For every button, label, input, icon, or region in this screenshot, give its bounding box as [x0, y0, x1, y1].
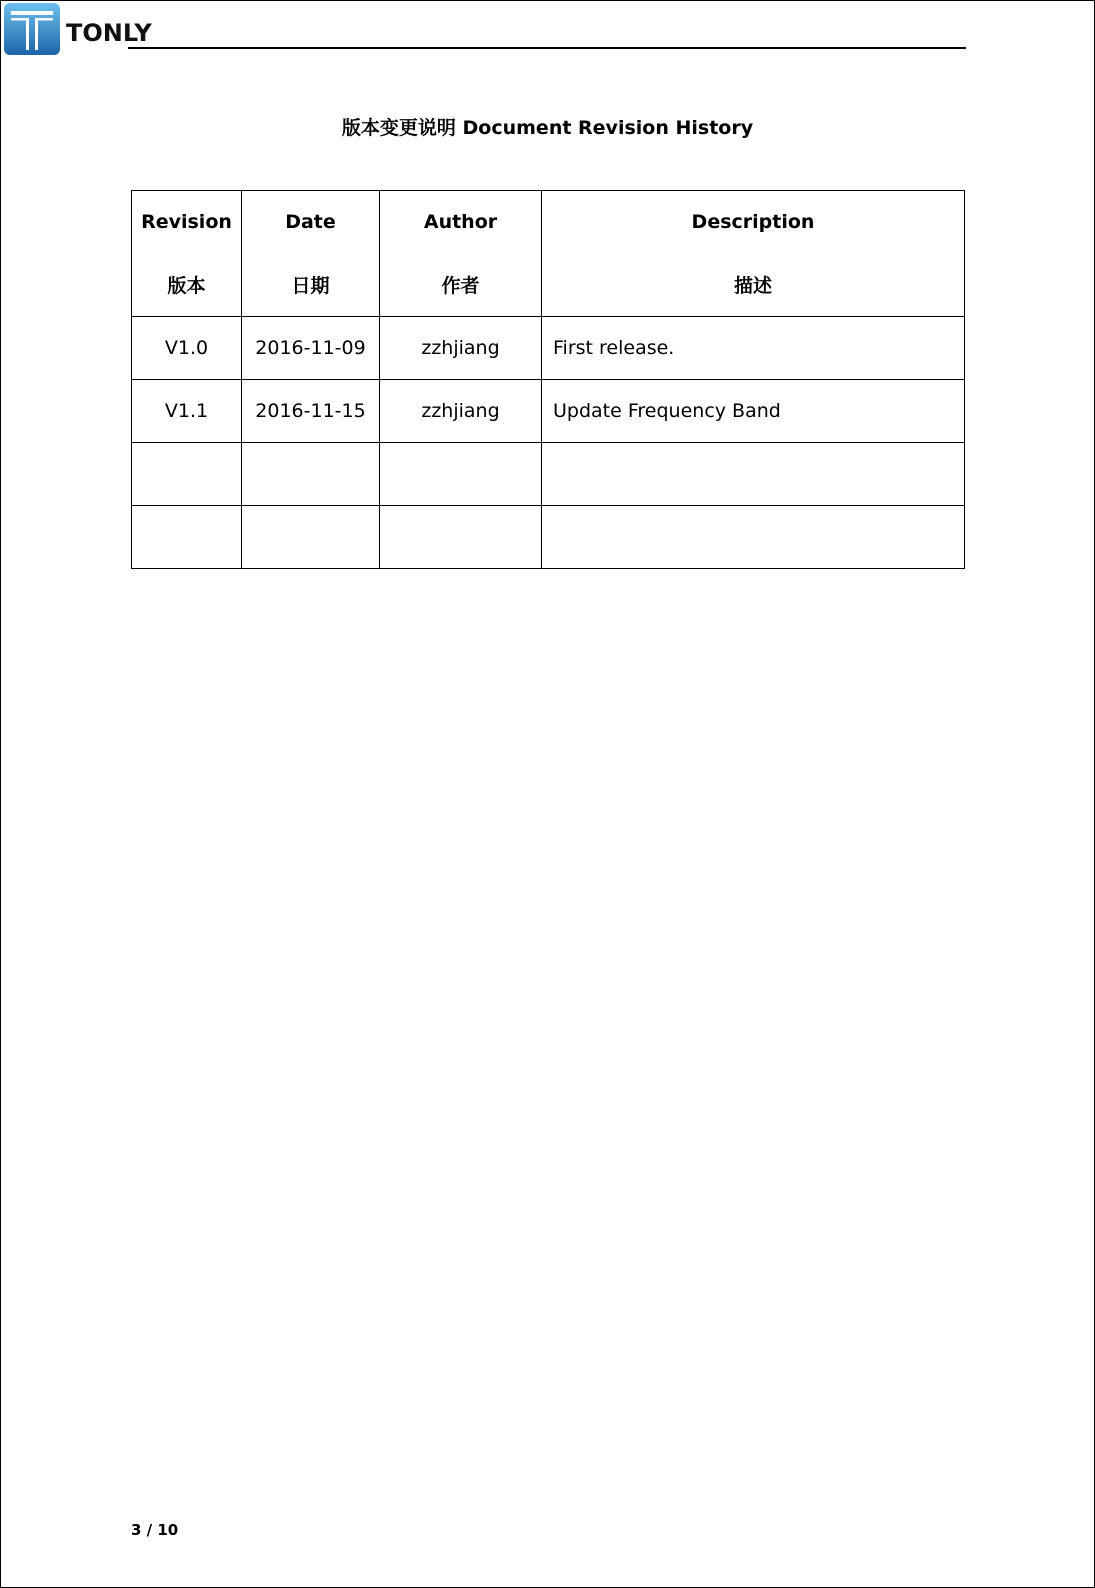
cell-description — [542, 443, 965, 506]
header-cell-revision — [132, 191, 242, 317]
header-revision-en: Revision — [141, 210, 232, 233]
table-header-row — [132, 191, 965, 317]
header-date-cn: 日期 — [291, 274, 330, 297]
table-row — [132, 317, 965, 380]
logo-text: TONLY — [66, 19, 152, 47]
cell-date — [242, 443, 380, 506]
header-cell-author — [380, 191, 542, 317]
header-cell-description — [542, 191, 965, 317]
cell-revision — [132, 506, 242, 569]
header-description-cn: 描述 — [733, 274, 772, 297]
cell-revision — [132, 443, 242, 506]
cell-revision: V1.0 — [132, 317, 242, 380]
cell-date — [242, 506, 380, 569]
cell-author: zzhjiang — [380, 380, 542, 443]
cell-author — [380, 443, 542, 506]
cell-description: First release. — [542, 317, 965, 380]
cell-author: zzhjiang — [380, 317, 542, 380]
cell-revision: V1.1 — [132, 380, 242, 443]
table-row — [132, 443, 965, 506]
header-cell-date — [242, 191, 380, 317]
cell-description: Update Frequency Band — [542, 380, 965, 443]
header-author-cn: 作者 — [441, 274, 480, 297]
table-row — [132, 380, 965, 443]
tonly-logo-icon — [4, 3, 60, 55]
page-number: 3 / 10 — [131, 1521, 179, 1539]
header-date-en: Date — [285, 210, 336, 233]
cell-date: 2016-11-15 — [242, 380, 380, 443]
header-revision-cn: 版本 — [167, 274, 206, 297]
document-title: 版本变更说明 Document Revision History — [341, 117, 754, 139]
cell-description — [542, 506, 965, 569]
revision-history-table — [131, 190, 965, 569]
cell-date: 2016-11-09 — [242, 317, 380, 380]
table-row — [132, 506, 965, 569]
header-author-en: Author — [423, 210, 498, 233]
header-rule — [128, 47, 966, 49]
cell-author — [380, 506, 542, 569]
header-description-en: Description — [691, 210, 815, 233]
